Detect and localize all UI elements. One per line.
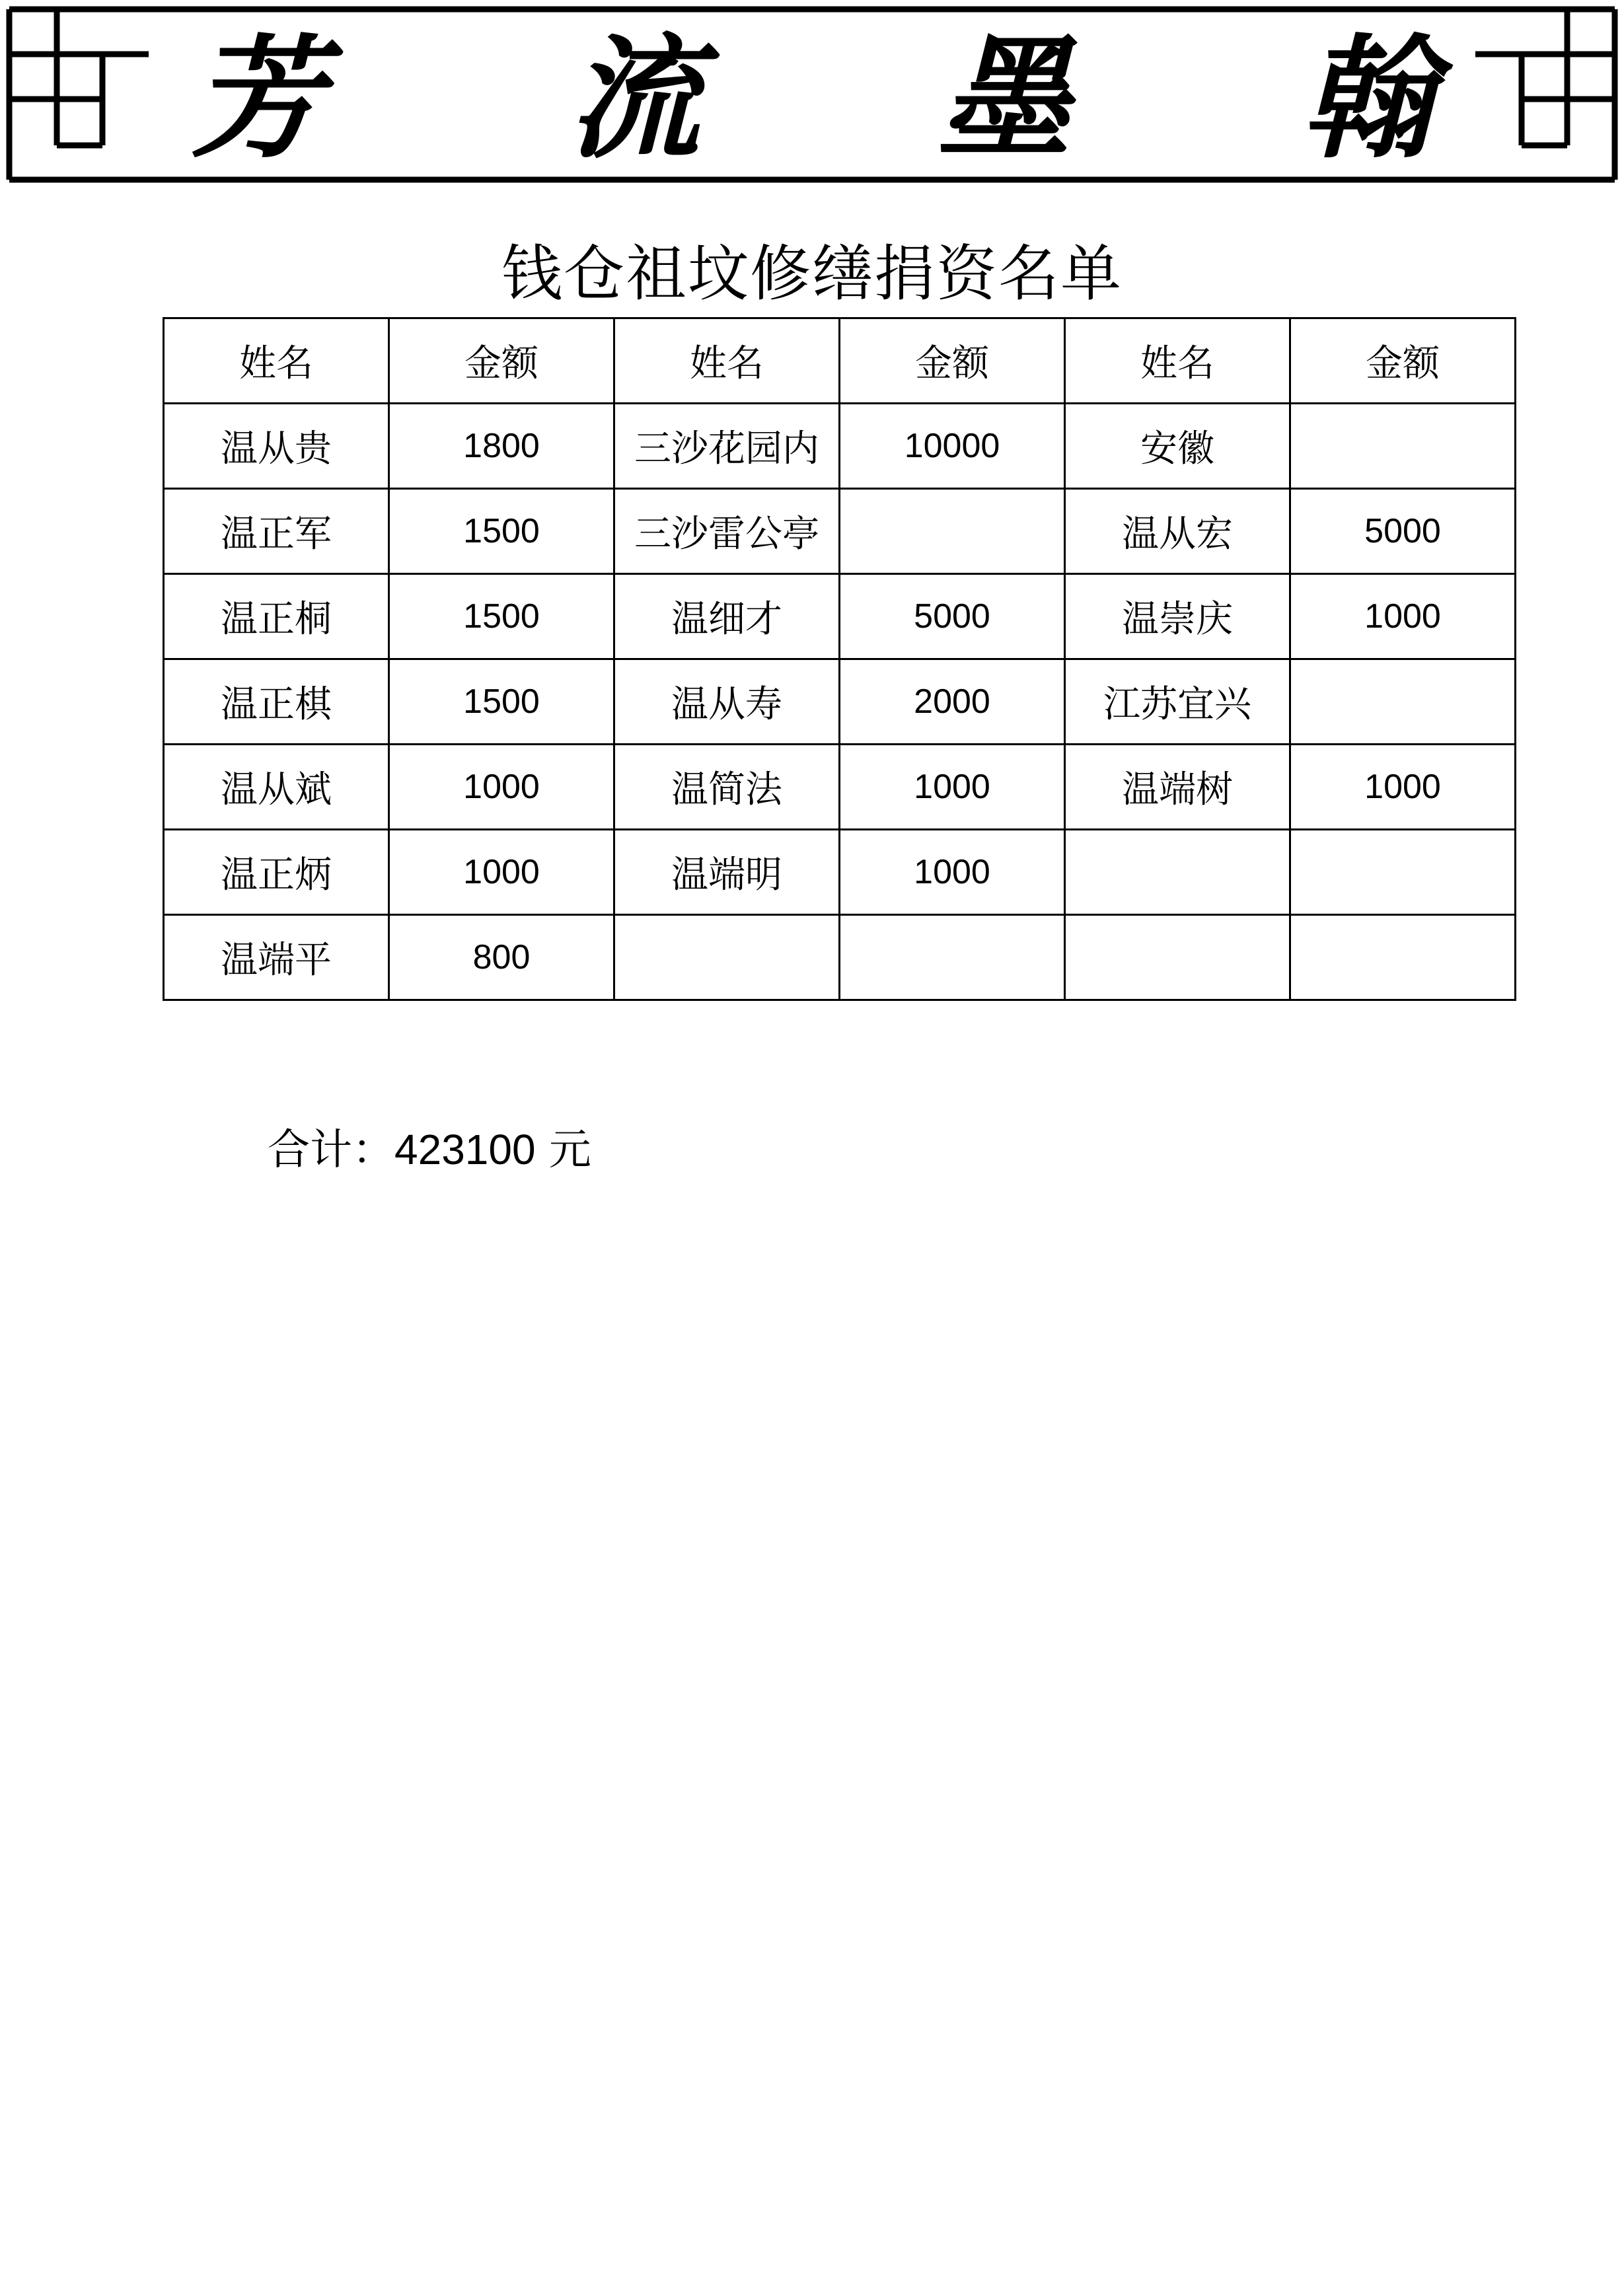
table-row: [164, 404, 1516, 489]
table-row: [164, 915, 1516, 1000]
donation-amount: 1500: [389, 489, 614, 574]
donor-name: 温正军: [164, 489, 389, 574]
donation-amount: 1800: [389, 404, 614, 489]
donation-amount: 1000: [1290, 745, 1516, 830]
donation-amount: 2000: [840, 659, 1065, 745]
total-unit: 元: [548, 1126, 591, 1175]
donor-name: [1065, 915, 1290, 1000]
donation-amount: [840, 489, 1065, 574]
donation-amount: 1000: [1290, 574, 1516, 659]
donation-amount: 1500: [389, 574, 614, 659]
header-amount-col-1: 金额: [389, 318, 614, 404]
donation-amount: [1290, 404, 1516, 489]
table-row: [164, 745, 1516, 830]
total-label: 合计：: [268, 1126, 394, 1175]
header-name-col-1: 姓名: [164, 318, 389, 404]
donor-name: 温端明: [614, 830, 840, 915]
donation-amount: [840, 915, 1065, 1000]
header-name-col-3: 姓名: [1065, 318, 1290, 404]
donation-amount: 1000: [840, 830, 1065, 915]
donation-amount: 1000: [389, 745, 614, 830]
total-amount: 423100: [394, 1126, 536, 1173]
header-banner: [0, 0, 1624, 192]
donation-amount: [1290, 830, 1516, 915]
donor-name: 三沙雷公亭: [614, 489, 840, 574]
donor-name: 温端平: [164, 915, 389, 1000]
table-row: [164, 830, 1516, 915]
donor-name: 温正炳: [164, 830, 389, 915]
banner-char-4: 翰: [1301, 21, 1434, 176]
donation-amount: [1290, 659, 1516, 745]
donation-amount: 5000: [840, 574, 1065, 659]
table-row: [164, 489, 1516, 574]
donor-name: 温崇庆: [1065, 574, 1290, 659]
table-row: [164, 659, 1516, 745]
donor-name: [1065, 830, 1290, 915]
donation-amount: 800: [389, 915, 614, 1000]
header-amount-col-3: 金额: [1290, 318, 1516, 404]
banner-char-3: 墨: [938, 21, 1070, 176]
donor-name: 温从宏: [1065, 489, 1290, 574]
table-header-row: [164, 318, 1516, 404]
donor-name: 温从斌: [164, 745, 389, 830]
banner-char-2: 流: [568, 21, 700, 176]
page-title: 钱仓祖坟修缮捐资名单: [501, 238, 1123, 309]
donor-name: 三沙花园内: [614, 404, 840, 489]
donation-amount: 5000: [1290, 489, 1516, 574]
header-name-col-2: 姓名: [614, 318, 840, 404]
donor-name: 温从寿: [614, 659, 840, 745]
banner-char-1: 芳: [191, 21, 324, 176]
donor-name: 温正棋: [164, 659, 389, 745]
total-summary: [268, 1117, 591, 1183]
donation-amount: 1000: [389, 830, 614, 915]
donation-amount: [1290, 915, 1516, 1000]
donor-name: 江苏宜兴: [1065, 659, 1290, 745]
donor-name: 温正桐: [164, 574, 389, 659]
donation-amount: 10000: [840, 404, 1065, 489]
donor-name: 温简法: [614, 745, 840, 830]
donation-amount: 1500: [389, 659, 614, 745]
donor-name: 温细才: [614, 574, 840, 659]
donor-name: 温端树: [1065, 745, 1290, 830]
table-row: [164, 574, 1516, 659]
donor-name: 安徽: [1065, 404, 1290, 489]
donation-amount: 1000: [840, 745, 1065, 830]
donor-name: 温从贵: [164, 404, 389, 489]
donation-table: [163, 317, 1516, 1001]
donor-name: [614, 915, 840, 1000]
header-amount-col-2: 金额: [840, 318, 1065, 404]
